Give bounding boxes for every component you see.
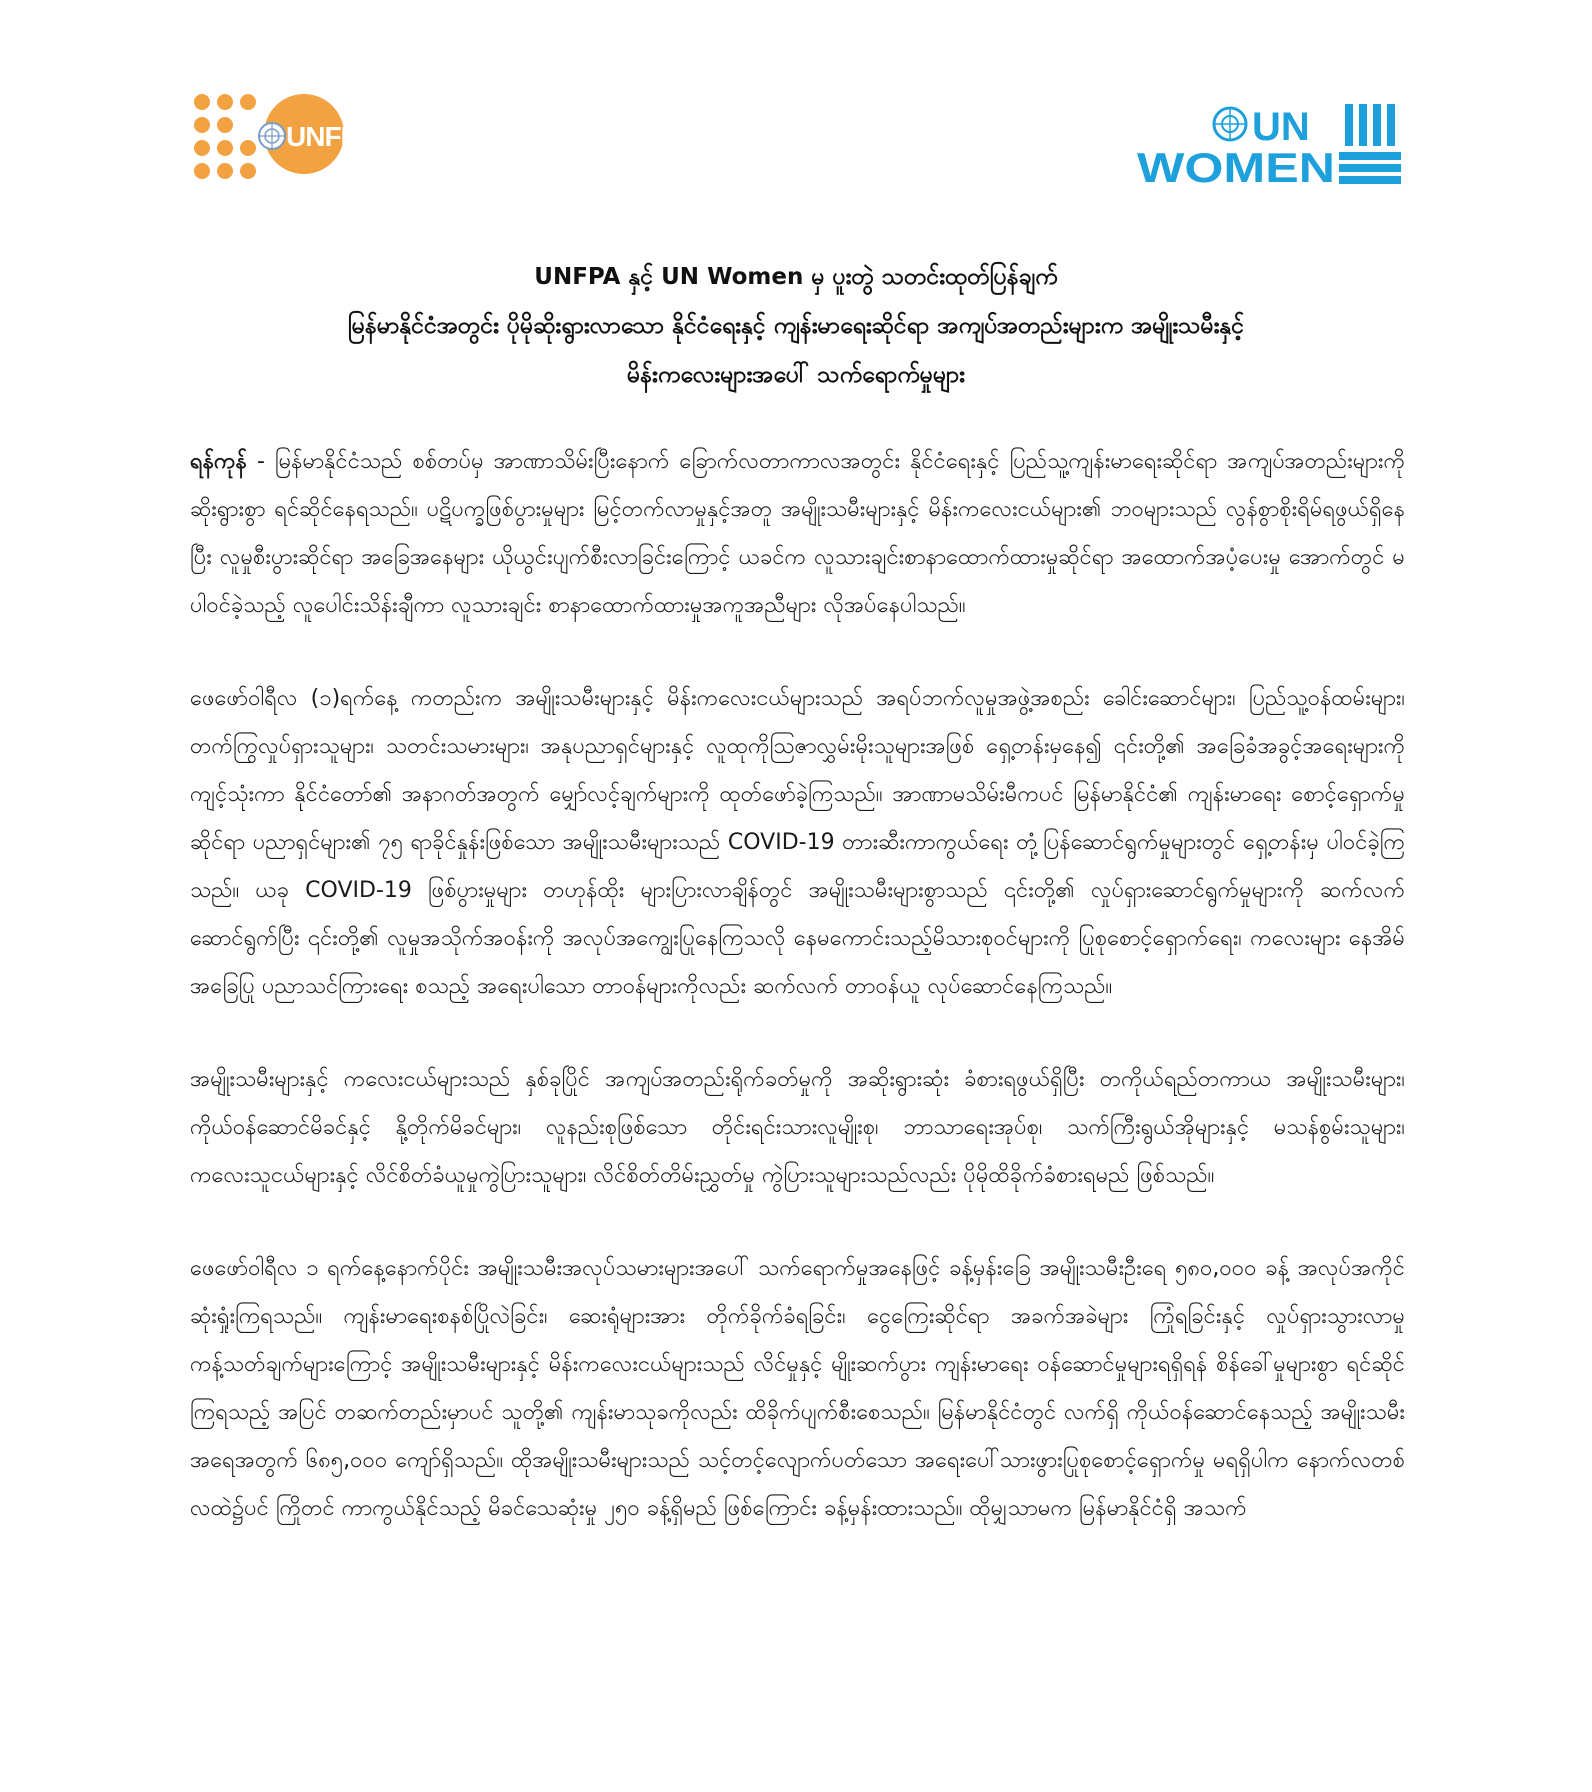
unfpa-logo-text: UNFPA — [286, 121, 376, 152]
body-text — [190, 438, 1405, 1578]
title-line-3: မိန်းကလေးများအပေါ် သက်ရောက်မှုများ — [626, 362, 966, 388]
paragraph-3: အမျိုးသမီးများနှင့် ကလေးငယ်များသည် နှစ်ခုပြိုင် အကျပ်အတည်းရိုက်ခတ်မှုကို အဆိုးရွားဆုံး ခံစားရဖွယ်ရှိပြီး တကိုယ်ရည်တကာယ အမျိုးသမီးများ၊ ကိုယ်ဝန်ဆောင်မိခင်နှင့် နို့တိုက်မိခင်များ၊ လူနည်းစုဖြစ်သော တိုင်းရင်းသားလူမျိုးစု၊ ဘာသာရေးအုပ်စု၊ သက်ကြီးရွယ်အိုများနှင့် မသန်စွမ်းသူများ၊ ကလေးသူငယ်များနှင့် လိင်စိတ်ခံယူမှုကွဲပြားသူများ၊ လိင်စိတ်တိမ်းညွှတ်မှု ကွဲပြားသူများသည်လည်း ပိုမိုထိခိုက်ခံစားရမည် ဖြစ်သည်။ — [190, 1067, 1405, 1188]
title-line-1: UNFPA နှင့် UN Women မှ ပူးတွဲ သတင်းထုတ်ပြန်ချက် — [534, 264, 1058, 290]
unwomen-grid-icon — [1339, 104, 1401, 184]
paragraph-1-text: - မြန်မာနိုင်ငံသည် စစ်တပ်မှ အာဏာသိမ်းပြီးနောက် ခြောက်လတာကာလအတွင်း နိုင်ငံရေးနှင့် ပြည်သူ့ကျန်းမာရေးဆိုင်ရာ အကျပ်အတည်းများကို ဆိုးရွားစွာ ရင်ဆိုင်နေရသည်။ ပဋိပက္ခဖြစ်ပွားမှုများ မြင့်တက်လာမှုနှင့်အတူ အမျိုးသမီးများနှင့် မိန်းကလေးငယ်များ၏ ဘဝများသည် လွန်စွာစိုးရိမ်ရဖွယ်ရှိနေပြီး လူမှုစီးပွားဆိုင်ရာ အခြေအနေများ ယိုယွင်းပျက်စီးလာခြင်းကြောင့် ယခင်က လူသားချင်းစာနာထောက်ထားမှုဆိုင်ရာ အထောက်အပံ့ပေးမှု အောက်တွင် မပါဝင်ခဲ့သည့် လူပေါင်းသိန်းချီကာ လူသားချင်း စာနာထောက်ထားမှုအကူအညီများ လိုအပ်နေပါသည်။ — [190, 449, 1405, 618]
un-emblem-icon — [1214, 108, 1246, 140]
un-emblem-icon — [259, 123, 285, 149]
unfpa-logo — [192, 92, 392, 182]
paragraph-1 — [190, 438, 1405, 630]
paragraph-4: ဖေဖော်ဝါရီလ ၁ ရက်နေ့နောက်ပိုင်း အမျိုးသမီးအလုပ်သမားများအပေါ် သက်ရောက်မှုအနေဖြင့် ခန့်မှန်းခြေ အမျိုးသမီးဦးရေ ၅၈၀,၀၀၀ ခန့် အလုပ်အကိုင်ဆုံးရှုံးကြရသည်။ ကျန်းမာရေးစနစ်ပြိုလဲခြင်း၊ ဆေးရုံများအား တိုက်ခိုက်ခံရခြင်း၊ ငွေကြေးဆိုင်ရာ အခက်အခဲများ ကြုံရခြင်းနှင့် လှုပ်ရှားသွားလာမှု ကန့်သတ်ချက်များကြောင့် အမျိုးသမီးများနှင့် မိန်းကလေးငယ်များသည် လိင်မှုနှင့် မျိုးဆက်ပွား ကျန်းမာရေး ဝန်ဆောင်မှုများရရှိရန် စိန်ခေါ်မှုများစွာ ရင်ဆိုင်ကြရသည့် အပြင် တဆက်တည်းမှာပင် သူတို့၏ ကျန်းမာသုခကိုလည်း ထိခိုက်ပျက်စီးစေသည်။ မြန်မာနိုင်ငံတွင် လက်ရှိ ကိုယ်ဝန်ဆောင်နေသည့် အမျိုးသမီးအရေအတွက် ၆၈၅,၀၀၀ ကျော်ရှိသည်။ ထိုအမျိုးသမီးများသည် သင့်တင့်လျောက်ပတ်သော အရေးပေါ်သားဖွားပြုစုစောင့်ရှောက်မှု မရရှိပါက နောက်လတစ်လထဲ၌ပင် ကြိုတင် ကာကွယ်နိုင်သည့် မိခင်သေဆုံးမှု ၂၅၀ ခန့်ရှိမည် ဖြစ်ကြောင်း ခန့်မှန်းထားသည်။ ထိုမျှသာမက မြန်မာနိုင်ငံရှိ အသက် — [190, 1256, 1405, 1521]
unwomen-logo-un: UN — [1252, 105, 1310, 149]
dateline: ရန်ကုန် — [190, 449, 247, 474]
paragraph-2: ဖေဖော်ဝါရီလ (၁)ရက်နေ့ ကတည်းက အမျိုးသမီးများနှင့် မိန်းကလေးငယ်များသည် အရပ်ဘက်လူမှုအဖွဲ့အစည်း ခေါင်းဆောင်များ၊ ပြည်သူ့ဝန်ထမ်းများ၊ တက်ကြွလှုပ်ရှားသူများ၊ သတင်းသမားများ၊ အနုပညာရှင်များနှင့် လူထုကိုသြဇာလွှမ်းမိုးသူများအဖြစ် ရှေ့တန်းမှနေ၍ ၎င်းတို့၏ အခြေခံအခွင့်အရေးများကို ကျင့်သုံးကာ နိုင်ငံတော်၏ အနာဂတ်အတွက် မျှော်လင့်ချက်များကို ထုတ်ဖော်ခဲ့ကြသည်။ အာဏာမသိမ်းမီကပင် မြန်မာနိုင်ငံ၏ ကျန်းမာရေး စောင့်ရှောက်မှုဆိုင်ရာ ပညာရှင်များ၏ ၇၅ ရာခိုင်နှုန်းဖြစ်သော အမျိုးသမီးများသည် COVID-19 တားဆီးကာကွယ်ရေး တုံ့ပြန်ဆောင်ရွက်မှုများတွင် ရှေ့တန်းမှ ပါဝင်ခဲ့ကြသည်။ ယခု COVID-19 ဖြစ်ပွားမှုများ တဟုန်ထိုး များပြားလာချိန်တွင် အမျိုးသမီးများစွာသည် ၎င်းတို့၏ လှုပ်ရှားဆောင်ရွက်မှုများကို ဆက်လက်ဆောင်ရွက်ပြီး ၎င်းတို့၏ လူမှုအသိုက်အဝန်းကို အလုပ်အကျွေးပြုနေကြသလို နေမကောင်းသည့်မိသားစုဝင်များကို ပြုစုစောင့်ရှောက်ရေး၊ ကလေးများ နေအိမ်အခြေပြု ပညာသင်ကြားရေး စသည့် အရေးပါသော တာဝန်များကိုလည်း ဆက်လက် တာဝန်ယူ လုပ်ဆောင်နေကြသည်။ — [190, 686, 1405, 999]
title-line-2: မြန်မာနိုင်ငံအတွင်း ပိုမိုဆိုးရွားလာသော နိုင်ငံရေးနှင့် ကျန်းမာရေးဆိုင်ရာ အကျပ်အတည်းများက အမျိုးသမီးနှင့် — [347, 313, 1245, 339]
unwomen-logo — [1135, 104, 1405, 184]
unwomen-logo-women: WOMEN — [1137, 144, 1335, 184]
